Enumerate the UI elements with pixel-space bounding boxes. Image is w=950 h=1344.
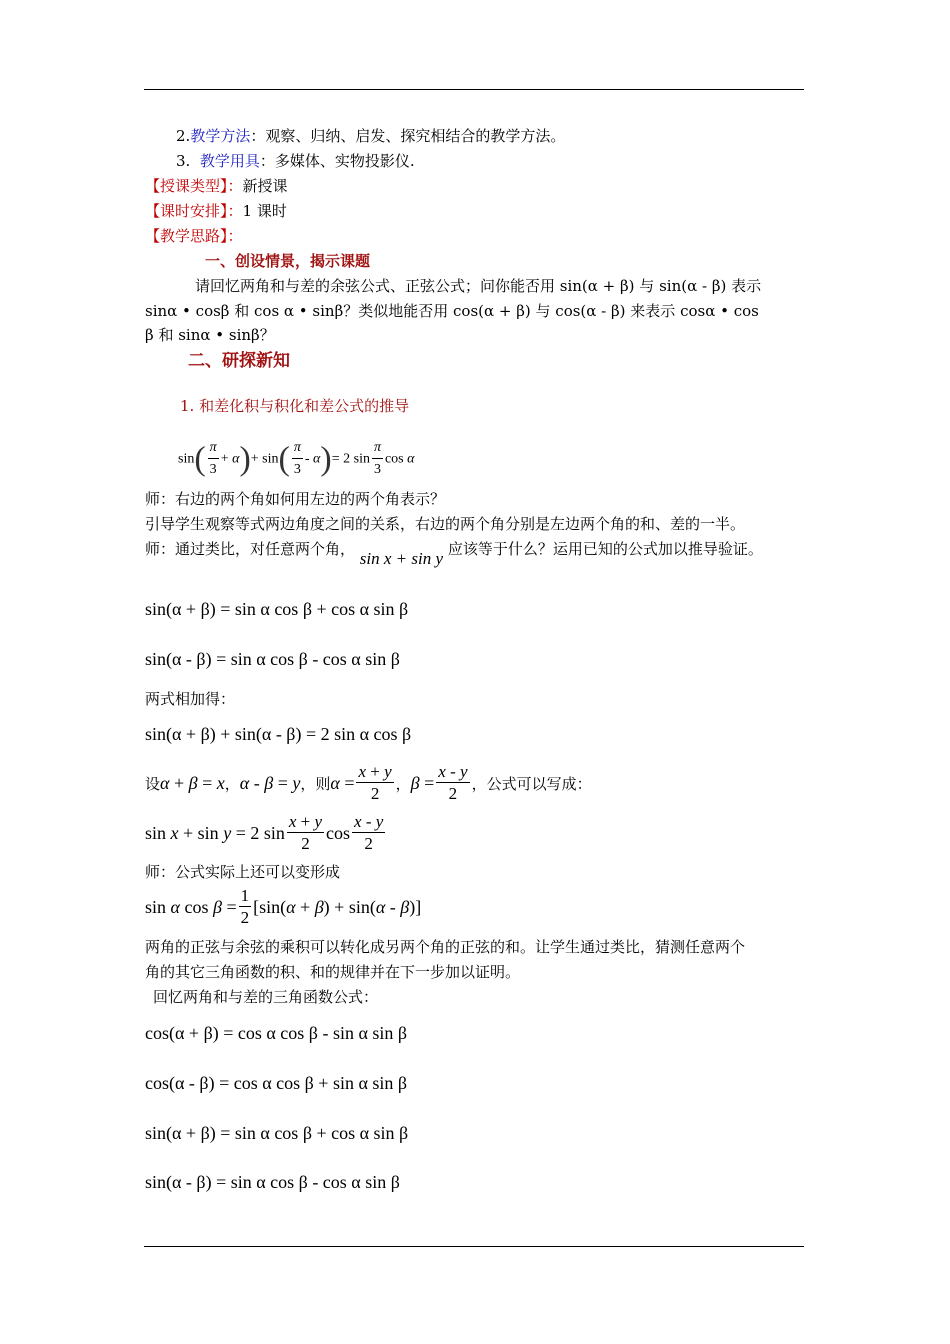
footer-rule [144, 1246, 804, 1247]
lesson-hours-label: 【课时安排】： [145, 202, 243, 220]
teaching-tools-label: 教学用具 [199, 152, 260, 170]
lesson-type-text: 新授课 [242, 177, 288, 195]
recall-text: 回忆两角和与差的三角函数公式： [153, 988, 379, 1006]
item-number: 2. [176, 127, 191, 145]
teacher-note: 师：公式实际上还可以变形成 [145, 863, 341, 881]
section-heading-1: 一、创设情景，揭示课题 [205, 252, 371, 270]
section-heading-2: 二、研探新知 [188, 351, 290, 371]
substitution-lead: 设 [145, 775, 161, 793]
teaching-method-text: ：观察、归纳、启发、探究相结合的教学方法。 [250, 127, 566, 145]
formula-sum-result: sin(α + β) + sin(α - β) = 2 sin α cos β [145, 724, 412, 744]
teacher-question-1: 师：右边的两个角如何用左边的两个角表示？ [145, 490, 446, 508]
example-equation: sin( $\frac{\pi}{3}$ + α)+ sin( $\frac{\pi}{3}$ - α)= 2 sin $\frac{\pi}{3}$ cos α [178, 440, 415, 478]
teaching-tools-text: ：多媒体、实物投影仪. [259, 152, 415, 170]
conclusion-line-2: 角的其它三角函数的积、和的规律并在下一步加以证明。 [145, 963, 521, 981]
teaching-tools-line [176, 151, 841, 171]
add-equations-text: 两式相加得： [145, 690, 236, 708]
header-rule [144, 89, 804, 90]
subsection-heading: 1. 和差化积与积化和差公式的推导 [180, 397, 410, 415]
question-lead: 师：通过类比，对任意两个角， [145, 540, 356, 558]
lesson-type-line [145, 176, 810, 196]
sinx-siny-expr: sin x + sin y [359, 549, 444, 568]
formula-sin-diff: sin(α - β) = sin α cos β - cos α sin β [145, 649, 400, 669]
lesson-hours-line [145, 201, 810, 221]
product-to-sum-formula: sin α cos β = $\frac{1}{2}$ [sin(α + β) + sin(α - β)] [145, 886, 422, 927]
conclusion-line-1: 两角的正弦与余弦的乘积可以转化成另两个角的正弦的和。让学生通过类比，猜测任意两个 [145, 938, 746, 956]
item-number: 3. [176, 152, 191, 170]
guide-text: 引导学生观察等式两边角度之间的关系，右边的两个角分别是左边两个角的和、差的一半。 [145, 515, 746, 533]
formula-cos-diff: cos(α - β) = cos α cos β + sin α sin β [145, 1073, 408, 1093]
teaching-idea-label: 【教学思路】： [145, 227, 243, 245]
sum-to-product-formula: sin x + sin y = 2 sin $\frac{x + y}{2}$ cos $\frac{x - y}{2}$ [145, 812, 384, 853]
teacher-question-2 [145, 539, 810, 568]
formula-sin-sum: sin(α + β) = sin α cos β + cos α sin β [145, 599, 409, 619]
formula-sin-diff-2: sin(α - β) = sin α cos β - cos α sin β [145, 1172, 400, 1192]
intro-paragraph-line-1: 请回忆两角和与差的余弦公式、正弦公式；问你能否用 sin(α + β) 与 sin(α - β) 表示 [195, 277, 762, 295]
teaching-idea-line [145, 226, 810, 246]
substitution-line: 设α + β = x，α - β = y，则α = $\frac{x + y}{2}$ ，β = $\frac{x - y}{2}$ ，公式可以写成： [145, 762, 592, 803]
question-tail: 应该等于什么？运用已知的公式加以推导验证。 [447, 540, 763, 558]
teaching-method-label: 教学方法 [190, 127, 251, 145]
teaching-method-line [176, 126, 841, 146]
intro-paragraph-line-3: β 和 sinα • sinβ？ [145, 326, 275, 344]
lesson-hours-text: 1 课时 [242, 202, 287, 220]
formula-cos-sum: cos(α + β) = cos α cos β - sin α sin β [145, 1023, 408, 1043]
intro-paragraph-line-2: sinα • cosβ 和 cos α • sinβ？类似地能否用 cos(α + β) 与 cos(α - β) 来表示 cosα • cos [145, 302, 759, 320]
formula-sin-sum-2: sin(α + β) = sin α cos β + cos α sin β [145, 1123, 409, 1143]
substitution-tail: ，公式可以写成： [471, 775, 592, 793]
lesson-type-label: 【授课类型】： [145, 177, 243, 195]
